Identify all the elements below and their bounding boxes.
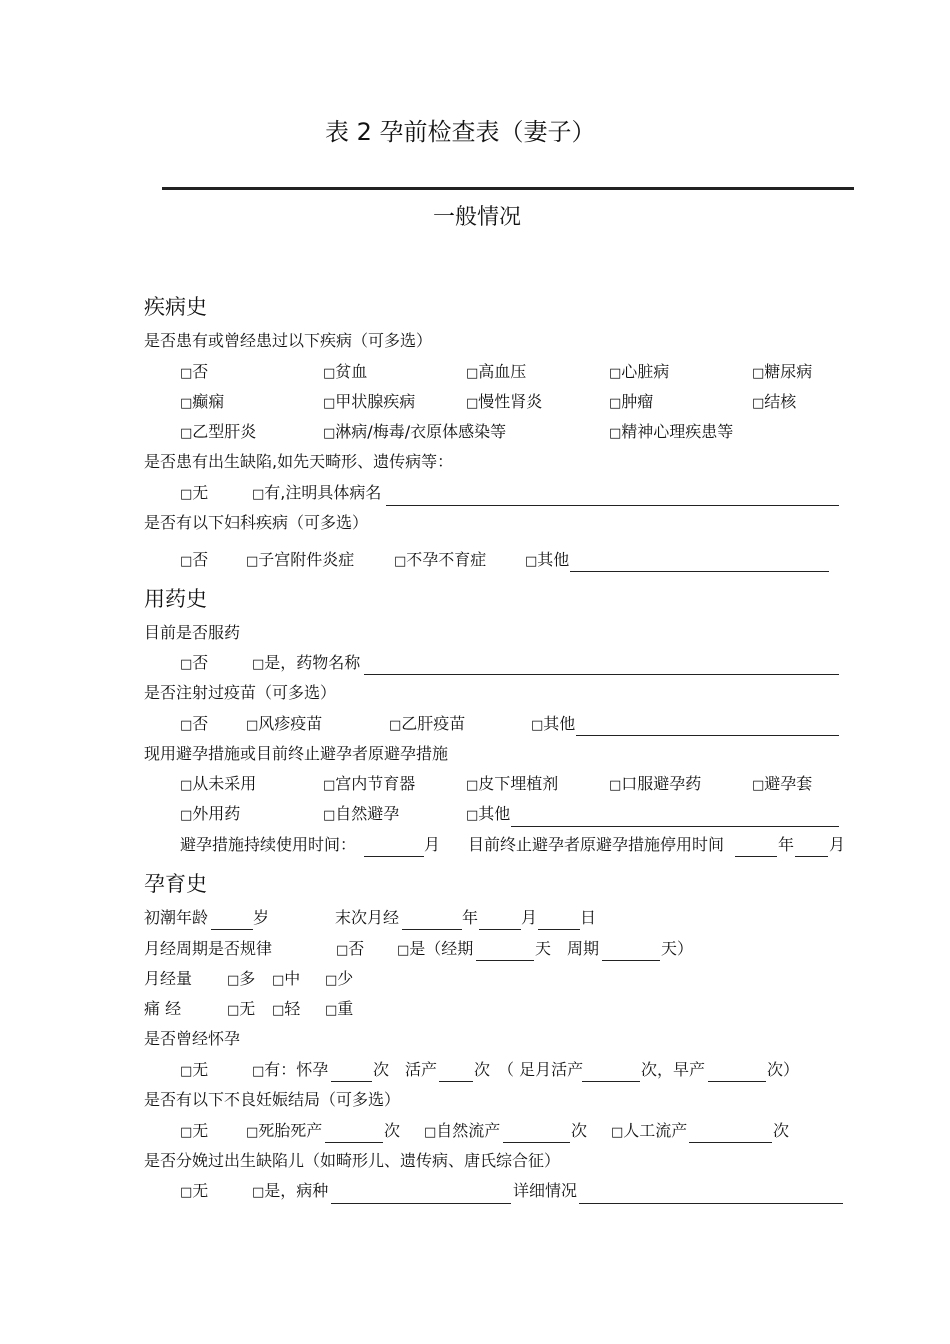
checkbox-option[interactable]: □结核 xyxy=(752,392,797,411)
fill-in-blank[interactable] xyxy=(364,674,839,675)
checkbox-icon: □ xyxy=(609,778,622,793)
unit-label: 天） xyxy=(661,939,694,958)
checkbox-icon: □ xyxy=(752,366,765,381)
fill-in-blank[interactable] xyxy=(570,571,829,572)
fill-in-blank[interactable] xyxy=(331,1203,511,1204)
checkbox-icon: □ xyxy=(252,657,265,672)
duration-label: 避孕措施持续使用时间： xyxy=(180,835,357,854)
period-label: 周期 xyxy=(567,939,600,958)
unit-label: 次 xyxy=(474,1060,491,1079)
checkbox-icon: □ xyxy=(611,1125,624,1140)
checkbox-icon: □ xyxy=(180,396,193,411)
checkbox-icon: □ xyxy=(609,396,622,411)
fill-in-blank[interactable] xyxy=(479,929,521,930)
checkbox-option[interactable]: □外用药 xyxy=(180,804,241,823)
fill-in-blank[interactable] xyxy=(795,856,828,857)
checkbox-icon: □ xyxy=(325,1003,338,1018)
checkbox-option[interactable]: □自然流产 xyxy=(424,1121,501,1140)
unit-label: 次 xyxy=(571,1121,588,1140)
checkbox-icon: □ xyxy=(525,554,538,569)
checkbox-icon: □ xyxy=(246,718,259,733)
checkbox-icon: □ xyxy=(180,554,193,569)
checkbox-option[interactable]: □心脏病 xyxy=(609,362,670,381)
section-title-disease-history: 疾病史 xyxy=(144,295,207,319)
unit-label: 月 xyxy=(424,835,441,854)
checkbox-option[interactable]: □子宫附件炎症 xyxy=(246,550,355,569)
section-title-reproductive-history: 孕育史 xyxy=(144,872,207,896)
question-vaccine: 是否注射过疫苗（可多选） xyxy=(144,683,337,702)
checkbox-icon: □ xyxy=(323,366,336,381)
fill-in-blank[interactable] xyxy=(511,826,839,827)
defect-child-label: 是否分娩过出生缺陷儿（如畸形儿、遗传病、唐氏综合征） xyxy=(144,1151,561,1170)
fill-in-blank[interactable] xyxy=(689,1142,772,1143)
checkbox-option[interactable]: □否 xyxy=(180,550,209,569)
checkbox-option[interactable]: □癫痫 xyxy=(180,392,225,411)
fill-in-blank[interactable] xyxy=(211,929,253,930)
question-medication: 目前是否服药 xyxy=(144,623,241,642)
checkbox-icon: □ xyxy=(180,778,193,793)
checkbox-option[interactable]: □轻 xyxy=(272,999,301,1018)
checkbox-option[interactable]: □有：怀孕 xyxy=(252,1060,329,1079)
checkbox-icon: □ xyxy=(227,973,240,988)
checkbox-icon: □ xyxy=(180,657,193,672)
checkbox-option[interactable]: □人工流产 xyxy=(611,1121,688,1140)
checkbox-option[interactable]: □避孕套 xyxy=(752,774,813,793)
page-title: 表 2 孕前检查表（妻子） xyxy=(325,118,596,146)
checkbox-option[interactable]: □不孕不育症 xyxy=(394,550,487,569)
checkbox-icon: □ xyxy=(180,426,193,441)
unit-label: 年 xyxy=(778,835,795,854)
checkbox-option[interactable]: □死胎死产 xyxy=(246,1121,323,1140)
checkbox-option[interactable]: □否 xyxy=(336,939,365,958)
fill-in-blank[interactable] xyxy=(325,1142,383,1143)
checkbox-icon: □ xyxy=(323,808,336,823)
stop-time-label: 目前终止避孕者原避孕措施停用时间 xyxy=(468,835,725,854)
unit-label: 次 xyxy=(773,1121,790,1140)
fill-in-blank[interactable] xyxy=(476,960,534,961)
checkbox-icon: □ xyxy=(424,1125,437,1140)
checkbox-icon: □ xyxy=(180,487,193,502)
fill-in-blank[interactable] xyxy=(538,929,580,930)
checkbox-icon: □ xyxy=(752,778,765,793)
checkbox-option[interactable]: □其他 xyxy=(531,714,576,733)
checkbox-icon: □ xyxy=(609,366,622,381)
checkbox-icon: □ xyxy=(325,973,338,988)
checkbox-icon: □ xyxy=(180,1064,193,1079)
checkbox-option[interactable]: □乙肝疫苗 xyxy=(389,714,466,733)
checkbox-option[interactable]: □是，药物名称 xyxy=(252,653,361,672)
checkbox-icon: □ xyxy=(397,943,410,958)
checkbox-option[interactable]: □肿瘤 xyxy=(609,392,654,411)
checkbox-option[interactable]: □无 xyxy=(180,1181,209,1200)
checkbox-icon: □ xyxy=(466,808,479,823)
checkbox-option[interactable]: □高血压 xyxy=(466,362,527,381)
checkbox-option[interactable]: □宫内节育器 xyxy=(323,774,416,793)
pain-label: 痛 经 xyxy=(144,999,182,1018)
fill-in-blank[interactable] xyxy=(386,505,839,506)
checkbox-option[interactable]: □否 xyxy=(180,714,209,733)
live-birth-label: 活产 xyxy=(405,1060,438,1079)
checkbox-option[interactable]: □多 xyxy=(227,969,256,988)
checkbox-option[interactable]: □无 xyxy=(180,1121,209,1140)
checkbox-icon: □ xyxy=(466,778,479,793)
checkbox-icon: □ xyxy=(252,487,265,502)
fill-in-blank[interactable] xyxy=(439,1081,473,1082)
checkbox-icon: □ xyxy=(466,366,479,381)
unit-label: 岁 xyxy=(253,908,270,927)
checkbox-option[interactable]: □无 xyxy=(180,1060,209,1079)
checkbox-option[interactable]: □慢性肾炎 xyxy=(466,392,543,411)
lmp-label: 末次月经 xyxy=(335,908,400,927)
checkbox-option[interactable]: □精神心理疾患等 xyxy=(609,422,734,441)
unit-label: 月 xyxy=(521,908,538,927)
checkbox-option[interactable]: □自然避孕 xyxy=(323,804,400,823)
checkbox-icon: □ xyxy=(323,778,336,793)
checkbox-option[interactable]: □中 xyxy=(272,969,301,988)
checkbox-icon: □ xyxy=(336,943,349,958)
checkbox-option[interactable]: □口服避孕药 xyxy=(609,774,702,793)
cycle-label: 月经周期是否规律 xyxy=(144,939,273,958)
checkbox-icon: □ xyxy=(323,396,336,411)
checkbox-icon: □ xyxy=(252,1185,265,1200)
detail-label: 详细情况 xyxy=(513,1181,578,1200)
checkbox-icon: □ xyxy=(246,554,259,569)
fill-in-blank[interactable] xyxy=(579,1203,843,1204)
page-subtitle: 一般情况 xyxy=(433,205,522,230)
fill-in-blank[interactable] xyxy=(708,1081,766,1082)
checkbox-icon: □ xyxy=(609,426,622,441)
volume-label: 月经量 xyxy=(144,969,193,988)
checkbox-option[interactable]: □是（经期 xyxy=(397,939,474,958)
checkbox-option[interactable]: □其他 xyxy=(525,550,570,569)
section-title-medication-history: 用药史 xyxy=(144,587,207,611)
checkbox-icon: □ xyxy=(246,1125,259,1140)
checkbox-icon: □ xyxy=(394,554,407,569)
checkbox-icon: □ xyxy=(180,718,193,733)
fill-in-blank[interactable] xyxy=(576,735,839,736)
checkbox-icon: □ xyxy=(180,366,193,381)
checkbox-option[interactable]: □无 xyxy=(227,999,256,1018)
checkbox-icon: □ xyxy=(272,973,285,988)
unit-label: 月 xyxy=(829,835,846,854)
checkbox-option[interactable]: □从未采用 xyxy=(180,774,257,793)
checkbox-option[interactable]: □风疹疫苗 xyxy=(246,714,323,733)
unit-label: 次 xyxy=(373,1060,390,1079)
question-birth-defect: 是否患有出生缺陷,如先天畸形、遗传病等： xyxy=(144,452,454,471)
fill-in-blank[interactable] xyxy=(503,1142,570,1143)
question-contraception: 现用避孕措施或目前终止避孕者原避孕措施 xyxy=(144,744,449,763)
checkbox-icon: □ xyxy=(466,396,479,411)
checkbox-option[interactable]: □贫血 xyxy=(323,362,368,381)
checkbox-option[interactable]: □有,注明具体病名 xyxy=(252,483,382,502)
checkbox-icon: □ xyxy=(180,1125,193,1140)
unit-label: 次） xyxy=(767,1060,800,1079)
fill-in-blank[interactable] xyxy=(364,856,424,857)
checkbox-option[interactable]: □淋病/梅毒/衣原体感染等 xyxy=(323,422,507,441)
checkbox-option[interactable]: □重 xyxy=(325,999,354,1018)
question-gynecological: 是否有以下妇科疾病（可多选） xyxy=(144,513,369,532)
checkbox-icon: □ xyxy=(252,1064,265,1079)
unit-label: 天 xyxy=(535,939,552,958)
fill-in-blank[interactable] xyxy=(602,960,660,961)
fill-in-blank[interactable] xyxy=(402,929,462,930)
checkbox-option[interactable]: □甲状腺疾病 xyxy=(323,392,416,411)
checkbox-icon: □ xyxy=(180,1185,193,1200)
menarche-label: 初潮年龄 xyxy=(144,908,209,927)
full-term-label: （ 足月活产 xyxy=(498,1060,584,1079)
checkbox-option[interactable]: □糖尿病 xyxy=(752,362,813,381)
checkbox-icon: □ xyxy=(323,426,336,441)
unit-label: 日 xyxy=(580,908,597,927)
checkbox-icon: □ xyxy=(752,396,765,411)
fill-in-blank[interactable] xyxy=(331,1081,372,1082)
fill-in-blank[interactable] xyxy=(582,1081,640,1082)
checkbox-icon: □ xyxy=(531,718,544,733)
unit-label: 次 xyxy=(384,1121,401,1140)
checkbox-option[interactable]: □无 xyxy=(180,483,209,502)
checkbox-icon: □ xyxy=(227,1003,240,1018)
pregnant-label: 是否曾经怀孕 xyxy=(144,1029,241,1048)
checkbox-option[interactable]: □是，病种 xyxy=(252,1181,329,1200)
checkbox-option[interactable]: □皮下埋植剂 xyxy=(466,774,559,793)
unit-label: 年 xyxy=(462,908,479,927)
checkbox-option[interactable]: □少 xyxy=(325,969,354,988)
checkbox-option[interactable]: □否 xyxy=(180,362,209,381)
checkbox-icon: □ xyxy=(272,1003,285,1018)
checkbox-icon: □ xyxy=(180,808,193,823)
checkbox-icon: □ xyxy=(389,718,402,733)
fill-in-blank[interactable] xyxy=(735,856,777,857)
adverse-outcome-label: 是否有以下不良妊娠结局（可多选） xyxy=(144,1090,401,1109)
question-disease: 是否患有或曾经患过以下疾病（可多选） xyxy=(144,331,433,350)
checkbox-option[interactable]: □其他 xyxy=(466,804,511,823)
title-divider xyxy=(162,187,854,190)
checkbox-option[interactable]: □否 xyxy=(180,653,209,672)
checkbox-option[interactable]: □乙型肝炎 xyxy=(180,422,257,441)
preterm-label: 次，早产 xyxy=(641,1060,706,1079)
